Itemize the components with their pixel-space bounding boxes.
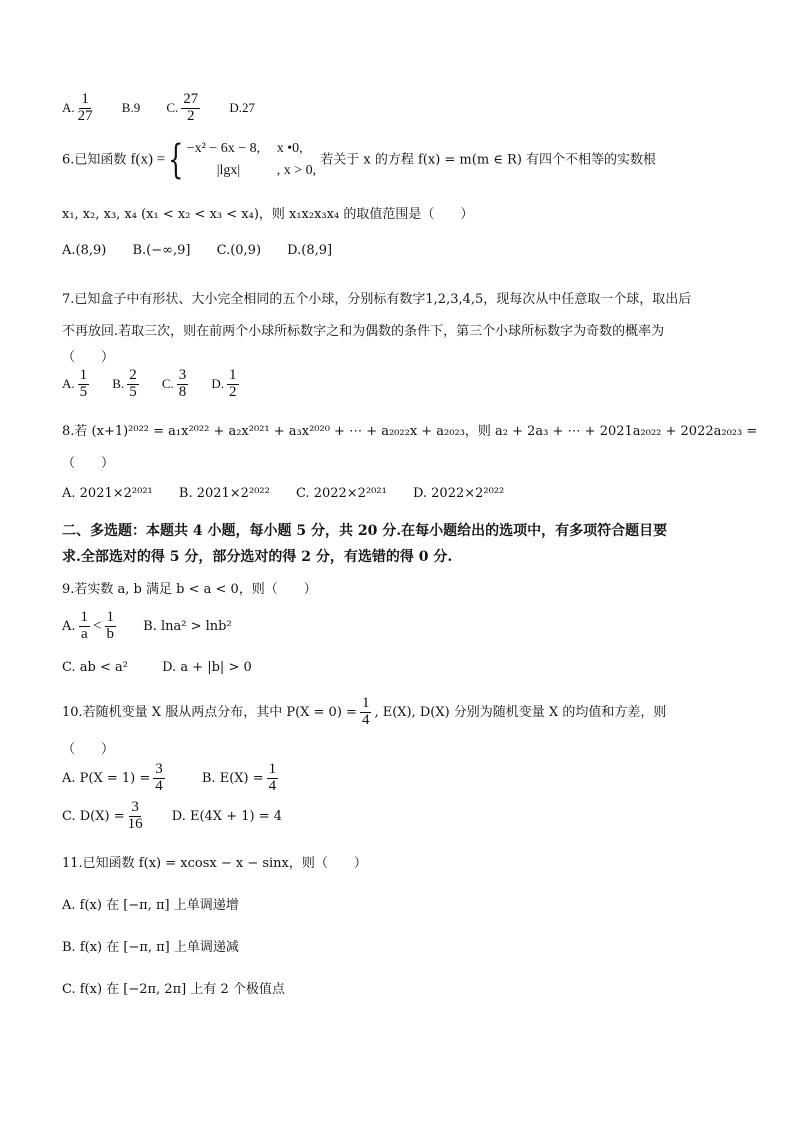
q8-option-a: A. 2021×2²⁰²¹	[62, 486, 153, 501]
q10-option-a: A. P(X = 1) = $\frac{3}{4}$	[62, 761, 163, 794]
q9-option-b: B. lna² > lnb²	[143, 618, 232, 634]
q5-option-a: A. $\frac{1}{27}$	[62, 91, 93, 124]
brace-icon: {	[168, 137, 184, 183]
q9-option-a: A. $\frac{1}{a}$ < $\frac{1}{b}$	[62, 609, 114, 642]
q10-option-d: D. E(4X + 1) = 4	[171, 808, 282, 824]
q9-stem: 9.若实数 a, b 满足 b < a < 0，则（ ）	[62, 582, 317, 597]
q10-line2: （ ）	[62, 742, 115, 757]
q6-options	[62, 243, 354, 258]
q7-option-b: B. $\frac{2}{5}$	[112, 367, 137, 400]
q9-options-cd	[62, 660, 274, 675]
piecewise-cases: −x² − 6x − 8, x •0, |lgx| , x > 0,	[186, 141, 317, 178]
q6-option-c: C.(0,9)	[216, 243, 262, 258]
q7-options	[62, 368, 264, 401]
q9-option-c: C. ab < a²	[62, 660, 128, 675]
q11-stem: 11.已知函数 f(x) = xcosx − x − sinx，则（ ）	[62, 856, 367, 871]
q10-option-c: C. D(X) = $\frac{3}{16}$	[62, 799, 143, 832]
section2-line1: 二、多选题：本题共 4 小题，每小题 5 分，共 20 分.在每小题给出的选项中，有多项符合题目要	[62, 523, 668, 539]
q7-option-d: D. $\frac{1}{2}$	[211, 367, 237, 400]
q5-options	[62, 92, 277, 125]
q10-options-ab	[62, 762, 303, 795]
q8-option-c: C. 2022×2²⁰²¹	[295, 486, 387, 501]
q7-option-c: C. $\frac{3}{8}$	[161, 367, 187, 400]
q8-line2: （ ）	[62, 456, 115, 471]
q10-stem: 10.若随机变量 X 服从两点分布，其中 P(X = 0) = $\frac{1}{4}$ , E(X), D(X) 分别为随机变量 X 的均值和方差，则	[62, 695, 667, 728]
q8-line1: 8.若 (x+1)²⁰²² = a₁x²⁰²² + a₂x²⁰²¹ + a₃x²⁰²⁰ + ⋯ + a₂₀₂₂x + a₂₀₂₃，则 a₂ + 2a₃ + ⋯ + 2021a₂₀₂₂ + 2022a₂₀₂₃ =	[62, 424, 758, 439]
q9-options-ab	[62, 610, 254, 643]
q5-option-b: B.9	[121, 99, 141, 115]
q8-options	[62, 486, 526, 501]
q11-option-c: C. f(x) 在 [−2π, 2π] 上有 2 个极值点	[62, 982, 285, 997]
section2-line2: 求.全部选对的得 5 分，部分选对的得 2 分，有选错的得 0 分.	[62, 549, 453, 565]
q10-option-b: B. E(X) = $\frac{1}{4}$	[201, 761, 277, 794]
q7-line3: （ ）	[62, 350, 115, 365]
q6-line2: x₁, x₂, x₃, x₄ (x₁ < x₂ < x₃ < x₄)，则 x₁x₂x₃x₄ 的取值范围是（ ）	[62, 207, 474, 222]
q6-option-a: A.(8,9)	[62, 243, 107, 258]
q7-line1: 7.已知盒子中有形状、大小完全相同的五个小球，分别标有数字1,2,3,4,5，现每次从中任意取一个球，取出后	[62, 292, 692, 307]
q6-stem: 6.已知函数 f(x) ={ −x² − 6x − 8, x •0, |lgx| , x > 0, 若关于 x 的方程 f(x) = m(m ∈ R) 有四个不相等的实数根	[62, 137, 657, 183]
q6-option-b: B.(−∞,9]	[132, 243, 191, 258]
q5-option-c: C. $\frac{27}{2}$	[166, 91, 199, 124]
q7-line2: 不再放回.若取三次，则在前两个小球所标数字之和为偶数的条件下，第三个小球所标数字为奇数的概率为	[62, 324, 665, 339]
q8-option-d: D. 2022×2²⁰²²	[412, 486, 505, 501]
q11-option-b: B. f(x) 在 [−π, π] 上单调递减	[62, 940, 239, 955]
q6-option-d: D.(8,9]	[287, 243, 333, 258]
q7-option-a: A. $\frac{1}{5}$	[62, 367, 88, 400]
q8-option-b: B. 2021×2²⁰²²	[178, 486, 270, 501]
q5-option-d: D.27	[229, 99, 256, 115]
q11-option-a: A. f(x) 在 [−π, π] 上单调递增	[62, 898, 239, 913]
q9-option-d: D. a + |b| > 0	[162, 660, 252, 675]
q10-options-cd	[62, 800, 304, 833]
